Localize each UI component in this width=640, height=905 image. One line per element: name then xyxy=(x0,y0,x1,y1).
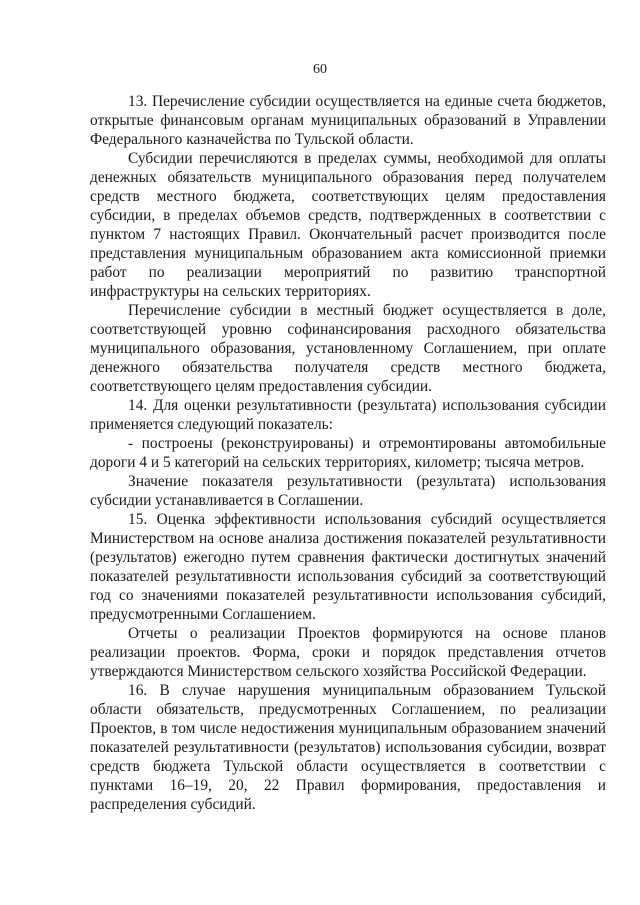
paragraph-13: 13. Перечисление субсидии осуществляется на единые счета бюджетов, открытые финансовым органам муниципальных образований в Управлении Федерального казначейства по Тульской области. xyxy=(90,93,606,148)
document-body xyxy=(90,92,606,814)
paragraph-cofinancing: Перечисление субсидии в местный бюджет осуществляется в доле, соответствующей уровню софинансирования расходного обязательства муниципального образования, установленному Соглашением, при оплате денежного обязательства получателя средств местного бюджета, соответствующего целям предоставления субсидии. xyxy=(90,302,606,395)
paragraph-14: 14. Для оценки результативности (результата) использования субсидии применяется следующий показатель: xyxy=(90,397,606,433)
paragraph-reports: Отчеты о реализации Проектов формируются на основе планов реализации проектов. Форма, сроки и порядок представления отчетов утверждаются Министерством сельского хозяйства Российской Федерации. xyxy=(90,625,606,680)
paragraph-15: 15. Оценка эффективности использования субсидий осуществляется Министерством на основе анализа достижения показателей результативности (результатов) ежегодно путем сравнения фактически достигнутых значений показателей результативности использования субсидий за соответствующий год со значениями показателей результативности использования субсидий, предусмотренными Соглашением. xyxy=(90,511,606,623)
paragraph-indicator-value: Значение показателя результативности (результата) использования субсидии устанавливается в Соглашении. xyxy=(90,473,606,509)
page-number: 60 xyxy=(313,62,327,77)
paragraph-indicator: - построены (реконструированы) и отремонтированы автомобильные дороги 4 и 5 категорий на сельских территориях, километр; тысяча метров. xyxy=(90,435,606,471)
paragraph-16: 16. В случае нарушения муниципальным образованием Тульской области обязательств, предусмотренных Соглашением, по реализации Проектов, в том числе недостижения муниципальным образованием значений показателей результативности (результатов) использования субсидии, возврат средств бюджета Тульской области осуществляется в соответствии с пунктами 16–19, 20, 22 Правил формирования, предоставления и распределения субсидий. xyxy=(90,682,606,813)
paragraph-transfer-limits: Субсидии перечисляются в пределах суммы, необходимой для оплаты денежных обязательств муниципального образования перед получателем средств местного бюджета, соответствующих целям предоставления субсидии, в пределах объемов средств, подтвержденных в соответствии с пунктом 7 настоящих Правил. Окончательный расчет производится после представления муниципальным образованием акта комиссионной приемки работ по реализации мероприятий по развитию транспортной инфраструктуры на сельских территориях. xyxy=(90,150,606,300)
